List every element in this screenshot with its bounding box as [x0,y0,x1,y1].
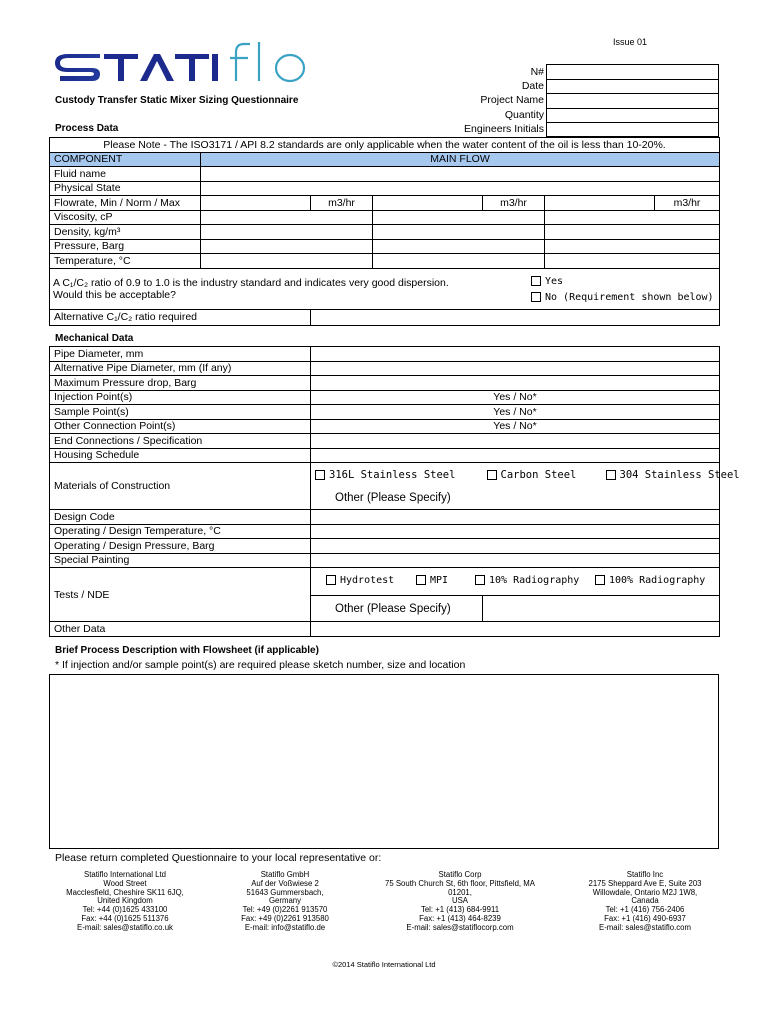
header-label-date: Date [521,80,544,92]
process-note: Please Note - The ISO3171 / API 8.2 standards are only applicable when the water content of the oil is less than 10-20%. [50,138,720,153]
materials-label: Materials of Construction [50,463,311,510]
statiflo-logo [54,40,314,90]
date-input[interactable] [546,79,719,94]
test-option-10-radiography[interactable]: 10% Radiography [475,575,579,586]
mechanical-table [49,346,740,637]
row-label: End Connections / Specification [50,434,311,449]
yes-checkbox[interactable] [531,276,541,286]
test-option-mpi[interactable]: MPI [416,575,448,586]
no-checkbox[interactable] [531,292,541,302]
design-temperature-input[interactable] [311,524,720,539]
quantity-input[interactable] [546,108,719,123]
max-pressure-drop-input[interactable] [311,376,720,391]
process-description-textarea[interactable] [49,674,719,849]
checkbox-carbon[interactable] [487,470,497,480]
row-label: Design Code [50,510,311,525]
checkbox-10-radiography[interactable] [475,575,485,585]
copyright: ©2014 Statiflo International Ltd [332,960,436,969]
flowrate-norm-input[interactable] [373,196,483,211]
checkbox-304[interactable] [606,470,616,480]
unit-label: m3/hr [655,196,720,211]
test-option-100-radiography[interactable]: 100% Radiography [595,575,695,586]
header-label-initials: Engineers Initials [464,123,544,135]
checkbox-mpi[interactable] [416,575,426,585]
return-note: Please return completed Questionnaire to your local representative or: [55,852,382,864]
tests-label: Tests / NDE [50,568,311,622]
special-painting-input[interactable] [311,553,720,568]
row-label: Injection Point(s) [50,390,311,405]
alt-ratio-input[interactable] [311,309,720,325]
row-label: Special Painting [50,553,311,568]
brief-section-title: Brief Process Description with Flowsheet (if applicable) [55,645,319,656]
main-flow-header: MAIN FLOW [201,152,720,167]
tests-other-input[interactable] [483,596,720,622]
project-name-input[interactable] [546,93,719,108]
number-input[interactable] [546,64,719,79]
material-option-carbon[interactable]: Carbon Steel [483,463,602,488]
row-label: Density, kg/m³ [50,225,201,240]
viscosity-input-2[interactable] [373,210,545,225]
end-connections-input[interactable] [311,434,720,449]
housing-schedule-input[interactable] [311,448,720,463]
checkbox-100-radiography[interactable] [595,575,605,585]
injection-yes-no[interactable]: Yes / No* [311,390,720,405]
tests-other-specify[interactable]: Other (Please Specify) [311,596,483,622]
temperature-input-3[interactable] [545,254,720,269]
checkbox-hydrotest[interactable] [326,575,336,585]
temperature-input-2[interactable] [373,254,545,269]
process-section-title: Process Data [55,123,119,134]
sample-yes-no[interactable]: Yes / No* [311,405,720,420]
density-input-1[interactable] [201,225,373,240]
alt-ratio-label: Alternative C₁/C₂ ratio required [50,309,311,325]
header-fields [546,64,719,137]
pressure-input-1[interactable] [201,239,373,254]
office-canada: Statiflo Inc 2175 Sheppard Ave E, Suite 203 Willowdale, Ontario M2J 1W8, Canada Tel: +1 (416) 756-2406 Fax: +1 (416) 490-6937 E-mail: sales@statiflo.com [588,870,702,932]
fluid-name-input[interactable] [201,167,720,182]
test-option-hydrotest[interactable]: Hydrotest [326,575,394,586]
ratio-text: A C₁/C₂ ratio of 0.9 to 1.0 is the industry standard and indicates very good dispersion. [53,276,449,289]
other-connection-yes-no[interactable]: Yes / No* [311,419,720,434]
row-label: Viscosity, cP [50,210,201,225]
component-header: COMPONENT [50,152,201,167]
brief-note: * If injection and/or sample point(s) are required please sketch number, size and location [55,659,466,671]
row-label: Operating / Design Temperature, °C [50,524,311,539]
row-label: Housing Schedule [50,448,311,463]
row-label: Sample Point(s) [50,405,311,420]
flowrate-min-input[interactable] [201,196,311,211]
row-label: Other Connection Point(s) [50,419,311,434]
other-data-input[interactable] [311,622,720,637]
engineers-initials-input[interactable] [546,122,719,137]
material-option-316l[interactable]: 316L Stainless Steel [311,463,483,488]
viscosity-input-1[interactable] [201,210,373,225]
row-label: Pressure, Barg [50,239,201,254]
design-code-input[interactable] [311,510,720,525]
row-label: Physical State [50,181,201,196]
pressure-input-3[interactable] [545,239,720,254]
unit-label: m3/hr [311,196,373,211]
tests-options [311,568,720,596]
row-label: Pipe Diameter, mm [50,347,311,362]
material-option-304[interactable]: 304 Stainless Steel [602,463,720,488]
process-table [49,137,720,326]
pipe-diameter-input[interactable] [311,347,720,362]
header-label-quantity: Quantity [504,109,544,121]
flowrate-max-input[interactable] [545,196,655,211]
issue-label: Issue 01 [613,37,648,47]
viscosity-input-3[interactable] [545,210,720,225]
header-label-project: Project Name [480,94,544,106]
yes-option[interactable]: Yes [531,276,563,287]
density-input-2[interactable] [373,225,545,240]
pressure-input-2[interactable] [373,239,545,254]
design-pressure-input[interactable] [311,539,720,554]
ratio-question-text: Would this be acceptable? [53,288,176,301]
temperature-input-1[interactable] [201,254,373,269]
row-label: Flowrate, Min / Norm / Max [50,196,201,211]
physical-state-input[interactable] [201,181,720,196]
unit-label: m3/hr [483,196,545,211]
materials-other-specify[interactable]: Other (Please Specify) [311,487,720,509]
office-usa: Statiflo Corp 75 South Church St, 6th floor, Pittsfield, MA 01201, USA Tel: +1 (413) 684-9911 Fax: +1 (413) 464-8239 E-mail: sales@statiflocorp.com [385,870,535,932]
row-label: Fluid name [50,167,201,182]
row-label: Other Data [50,622,311,637]
ratio-question [50,268,720,309]
row-label: Operating / Design Pressure, Barg [50,539,311,554]
form-title: Custody Transfer Static Mixer Sizing Questionnaire [55,95,299,106]
mechanical-section-title: Mechanical Data [55,333,134,344]
density-input-3[interactable] [545,225,720,240]
no-option[interactable]: No (Requirement shown below) [531,292,697,303]
row-label: Alternative Pipe Diameter, mm (If any) [50,361,311,376]
row-label: Temperature, °C [50,254,201,269]
office-uk: Statiflo International Ltd Wood Street Macclesfield, Cheshire SK11 6JQ, United Kingdom Tel: +44 (0)1625 433100 Fax: +44 (0)1625 511376 E-mail: sales@statiflo.co.uk [66,870,184,932]
row-label: Maximum Pressure drop, Barg [50,376,311,391]
office-germany: Statiflo GmbH Auf der Voßwiese 2 51643 Gummersbach, Germany Tel: +49 (0)2261 913570 Fax: +49 (0)2261 913580 E-mail: info@statiflo.de [241,870,329,932]
header-label-number: N# [530,66,544,78]
checkbox-316l[interactable] [315,470,325,480]
alt-pipe-diameter-input[interactable] [311,361,720,376]
